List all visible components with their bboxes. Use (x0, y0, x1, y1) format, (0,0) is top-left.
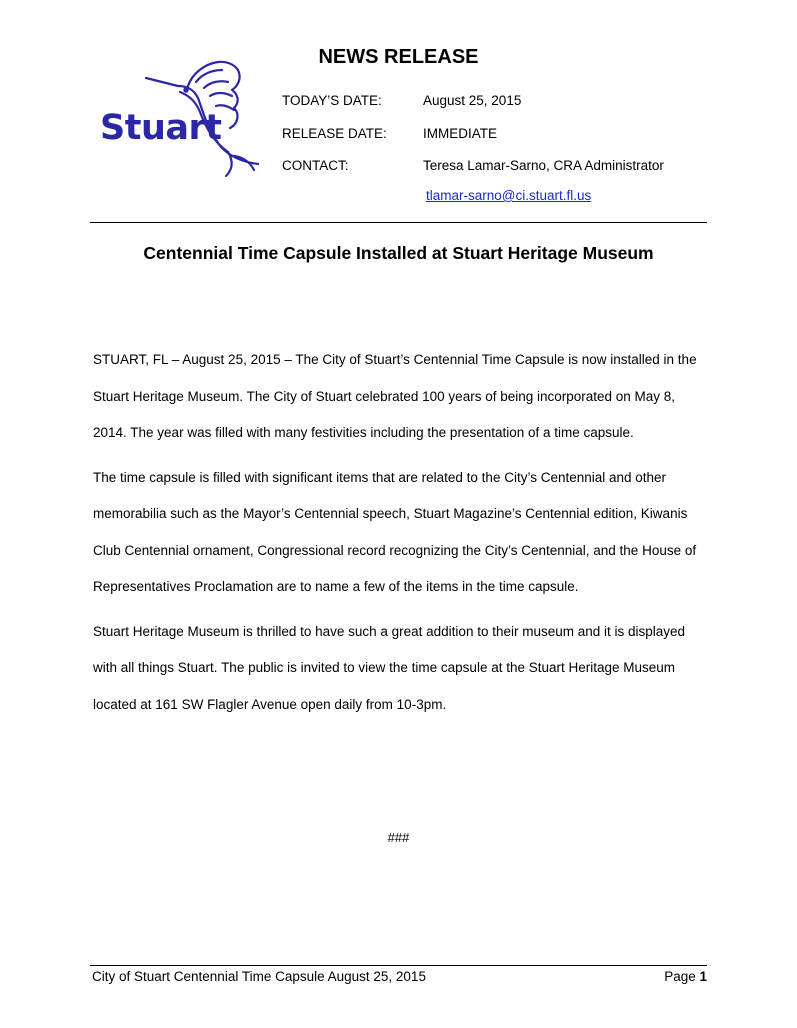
release-date-value: IMMEDIATE (423, 126, 497, 141)
footer-divider (90, 965, 707, 966)
todays-date-label: TODAY’S DATE: (282, 93, 382, 108)
todays-date-value: August 25, 2015 (423, 93, 522, 108)
release-date-label: RELEASE DATE: (282, 126, 387, 141)
article-body (93, 342, 705, 731)
stuart-sailfish-logo (92, 52, 264, 180)
paragraph-1: STUART, FL – August 25, 2015 – The City of Stuart’s Centennial Time Capsule is now installed in the Stuart Heritage Museum. The City of Stuart celebrated 100 years of being incorporated on May 8, 2014. The year was filled with many festivities including the presentation of a time capsule. (93, 352, 697, 440)
contact-email-link[interactable]: tlamar-sarno@ci.stuart.fl.us (426, 188, 592, 203)
page-label: Page (664, 969, 700, 984)
contact-value: Teresa Lamar-Sarno, CRA Administrator (423, 158, 664, 173)
end-mark: ### (387, 830, 410, 845)
page-number (640, 969, 707, 984)
paragraph-3: Stuart Heritage Museum is thrilled to have such a great addition to their museum and it is displayed with all things Stuart. The public is invited to view the time capsule at the Stuart Heritage Museum located at 161 SW Flagler Avenue open daily from 10-3pm. (93, 623, 686, 712)
paragraph-2: The time capsule is filled with significant items that are related to the City’s Centennial and other memorabilia such as the Mayor’s Centennial speech, Stuart Magazine’s Centennial edition, Kiwanis Club Centennial ornament, Congressional record recognizing the City’s Centennial, and the House of Representatives Proclamation are to name a few of the items in the time capsule. (93, 469, 697, 594)
footer-text: City of Stuart Centennial Time Capsule August 25, 2015 (92, 969, 426, 984)
header-divider (90, 222, 707, 223)
headline: Centennial Time Capsule Installed at Stuart Heritage Museum (143, 243, 654, 263)
contact-label: CONTACT: (282, 158, 349, 173)
logo-text: Stuart (100, 108, 222, 148)
news-release-title: NEWS RELEASE (318, 46, 479, 68)
page-number-value: 1 (699, 969, 707, 984)
